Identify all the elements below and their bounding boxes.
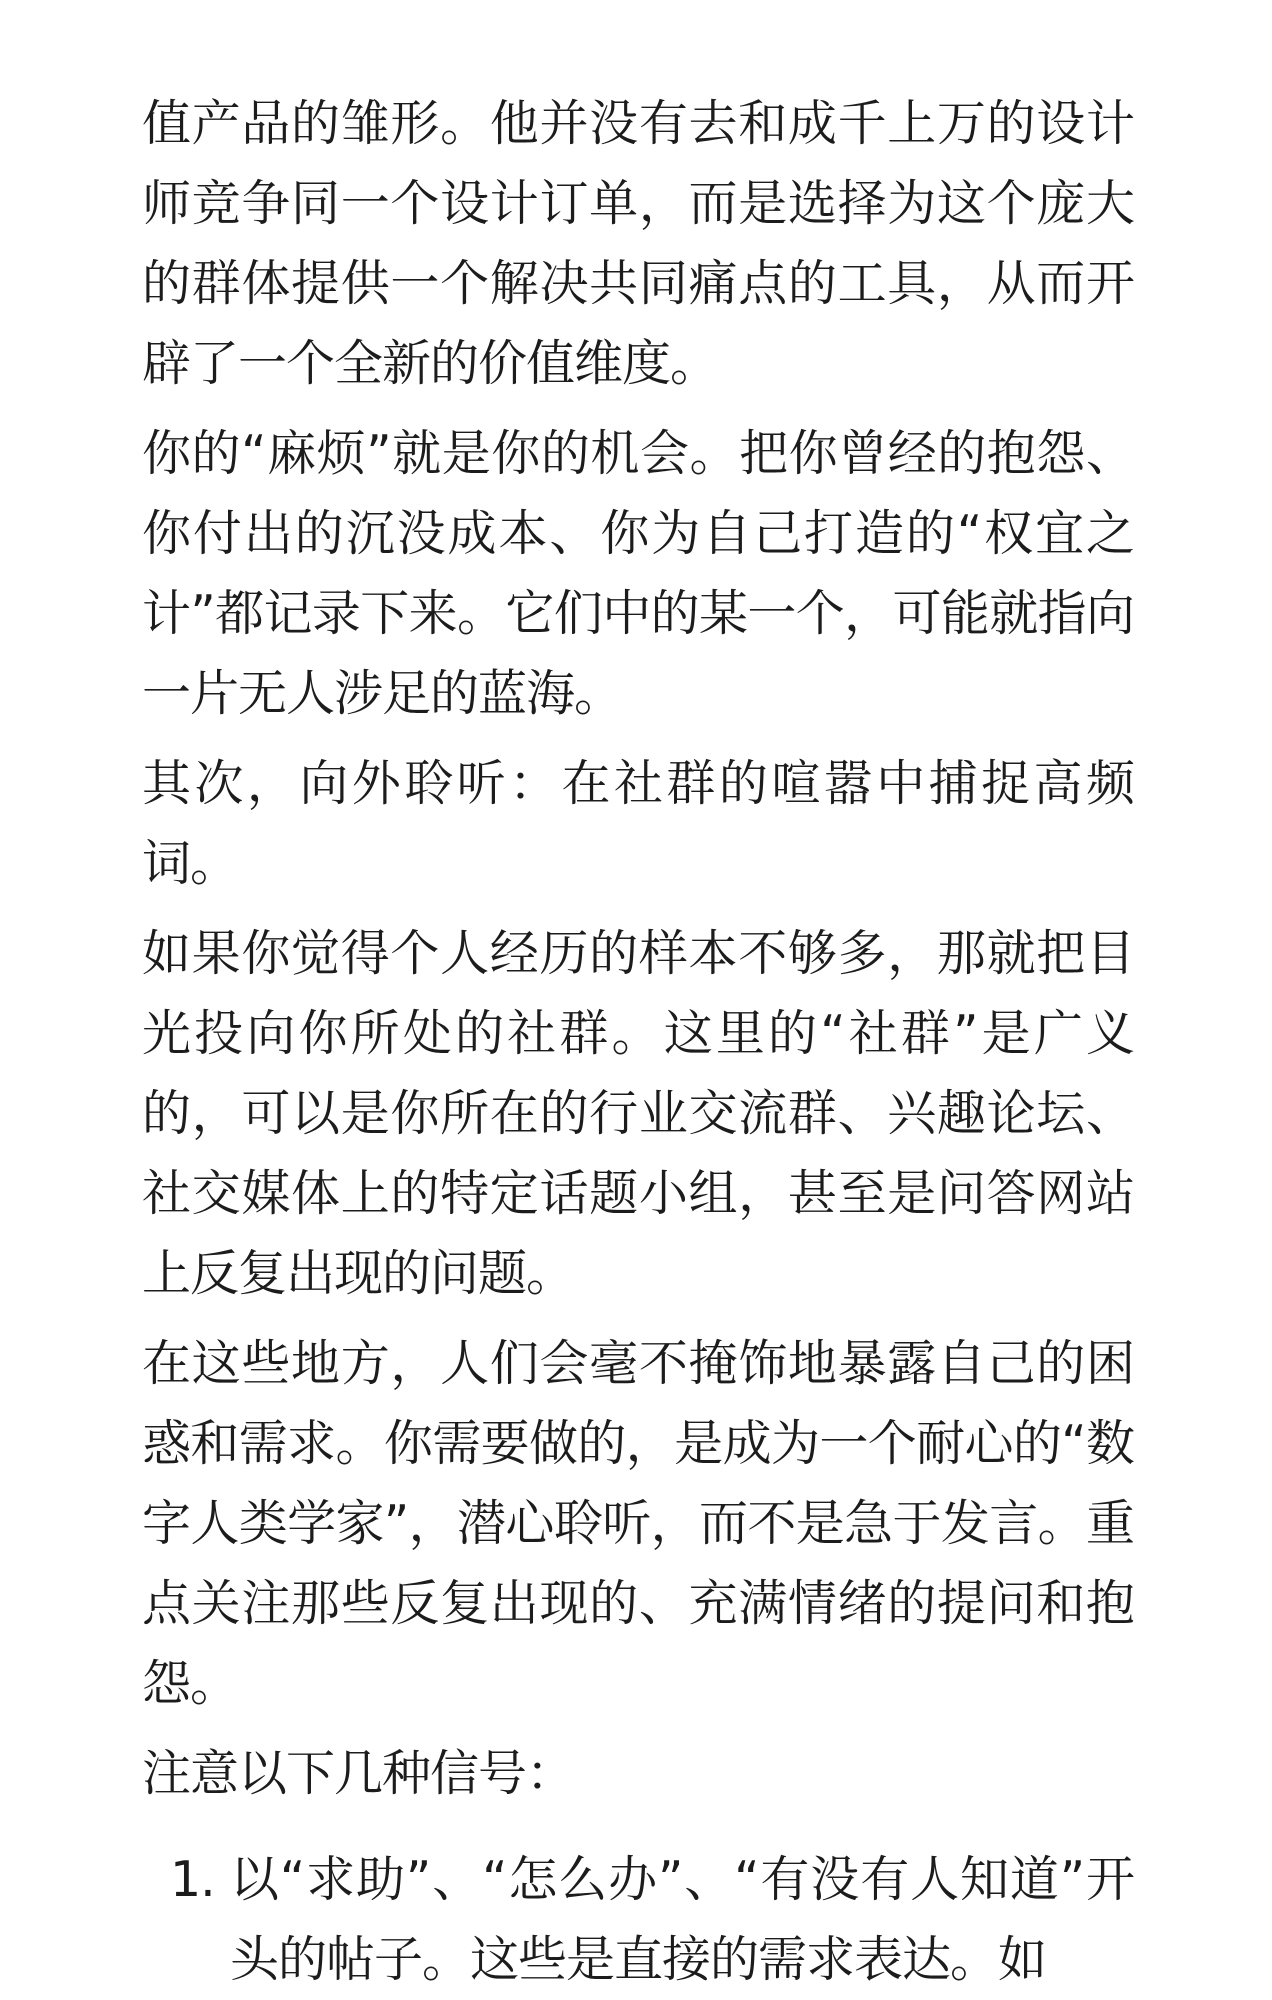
paragraph: 在这些地方，人们会毫不掩饰地暴露自己的困惑和需求。你需要做的，是成为一个耐心的“数字人类学家”，潜心聆听，而不是急于发言。重点关注那些反复出现的、充满情绪的提问和抱怨。	[142, 1335, 1134, 1712]
section-heading: 其次，向外聆听：在社群的喧嚣中捕捉高频词。	[142, 755, 1134, 892]
list-item	[142, 1840, 1134, 2000]
document-page	[142, 84, 1134, 2000]
paragraph: 值产品的雏形。他并没有去和成千上万的设计师竞争同一个设计订单，而是选择为这个庞大的群体提供一个解决共同痛点的工具，从而开辟了一个全新的价值维度。	[142, 95, 1134, 392]
paragraph: 你的“麻烦”就是你的机会。把你曾经的抱怨、你付出的沉没成本、你为自己打造的“权宜之计”都记录下来。它们中的某一个，可能就指向一片无人涉足的蓝海。	[142, 425, 1134, 722]
paragraph: 如果你觉得个人经历的样本不够多，那就把目光投向你所处的社群。这里的“社群”是广义的，可以是你所在的行业交流群、兴趣论坛、社交媒体上的特定话题小组，甚至是问答网站上反复出现的问题。	[142, 925, 1134, 1302]
signal-list	[142, 1840, 1134, 2000]
paragraph: 注意以下几种信号：	[142, 1745, 575, 1802]
list-number: 1.	[170, 1851, 215, 1908]
list-item-text: 以“求助”、“怎么办”、“有没有人知道”开头的帖子。这些是直接的需求表达。如	[230, 1851, 1134, 1988]
